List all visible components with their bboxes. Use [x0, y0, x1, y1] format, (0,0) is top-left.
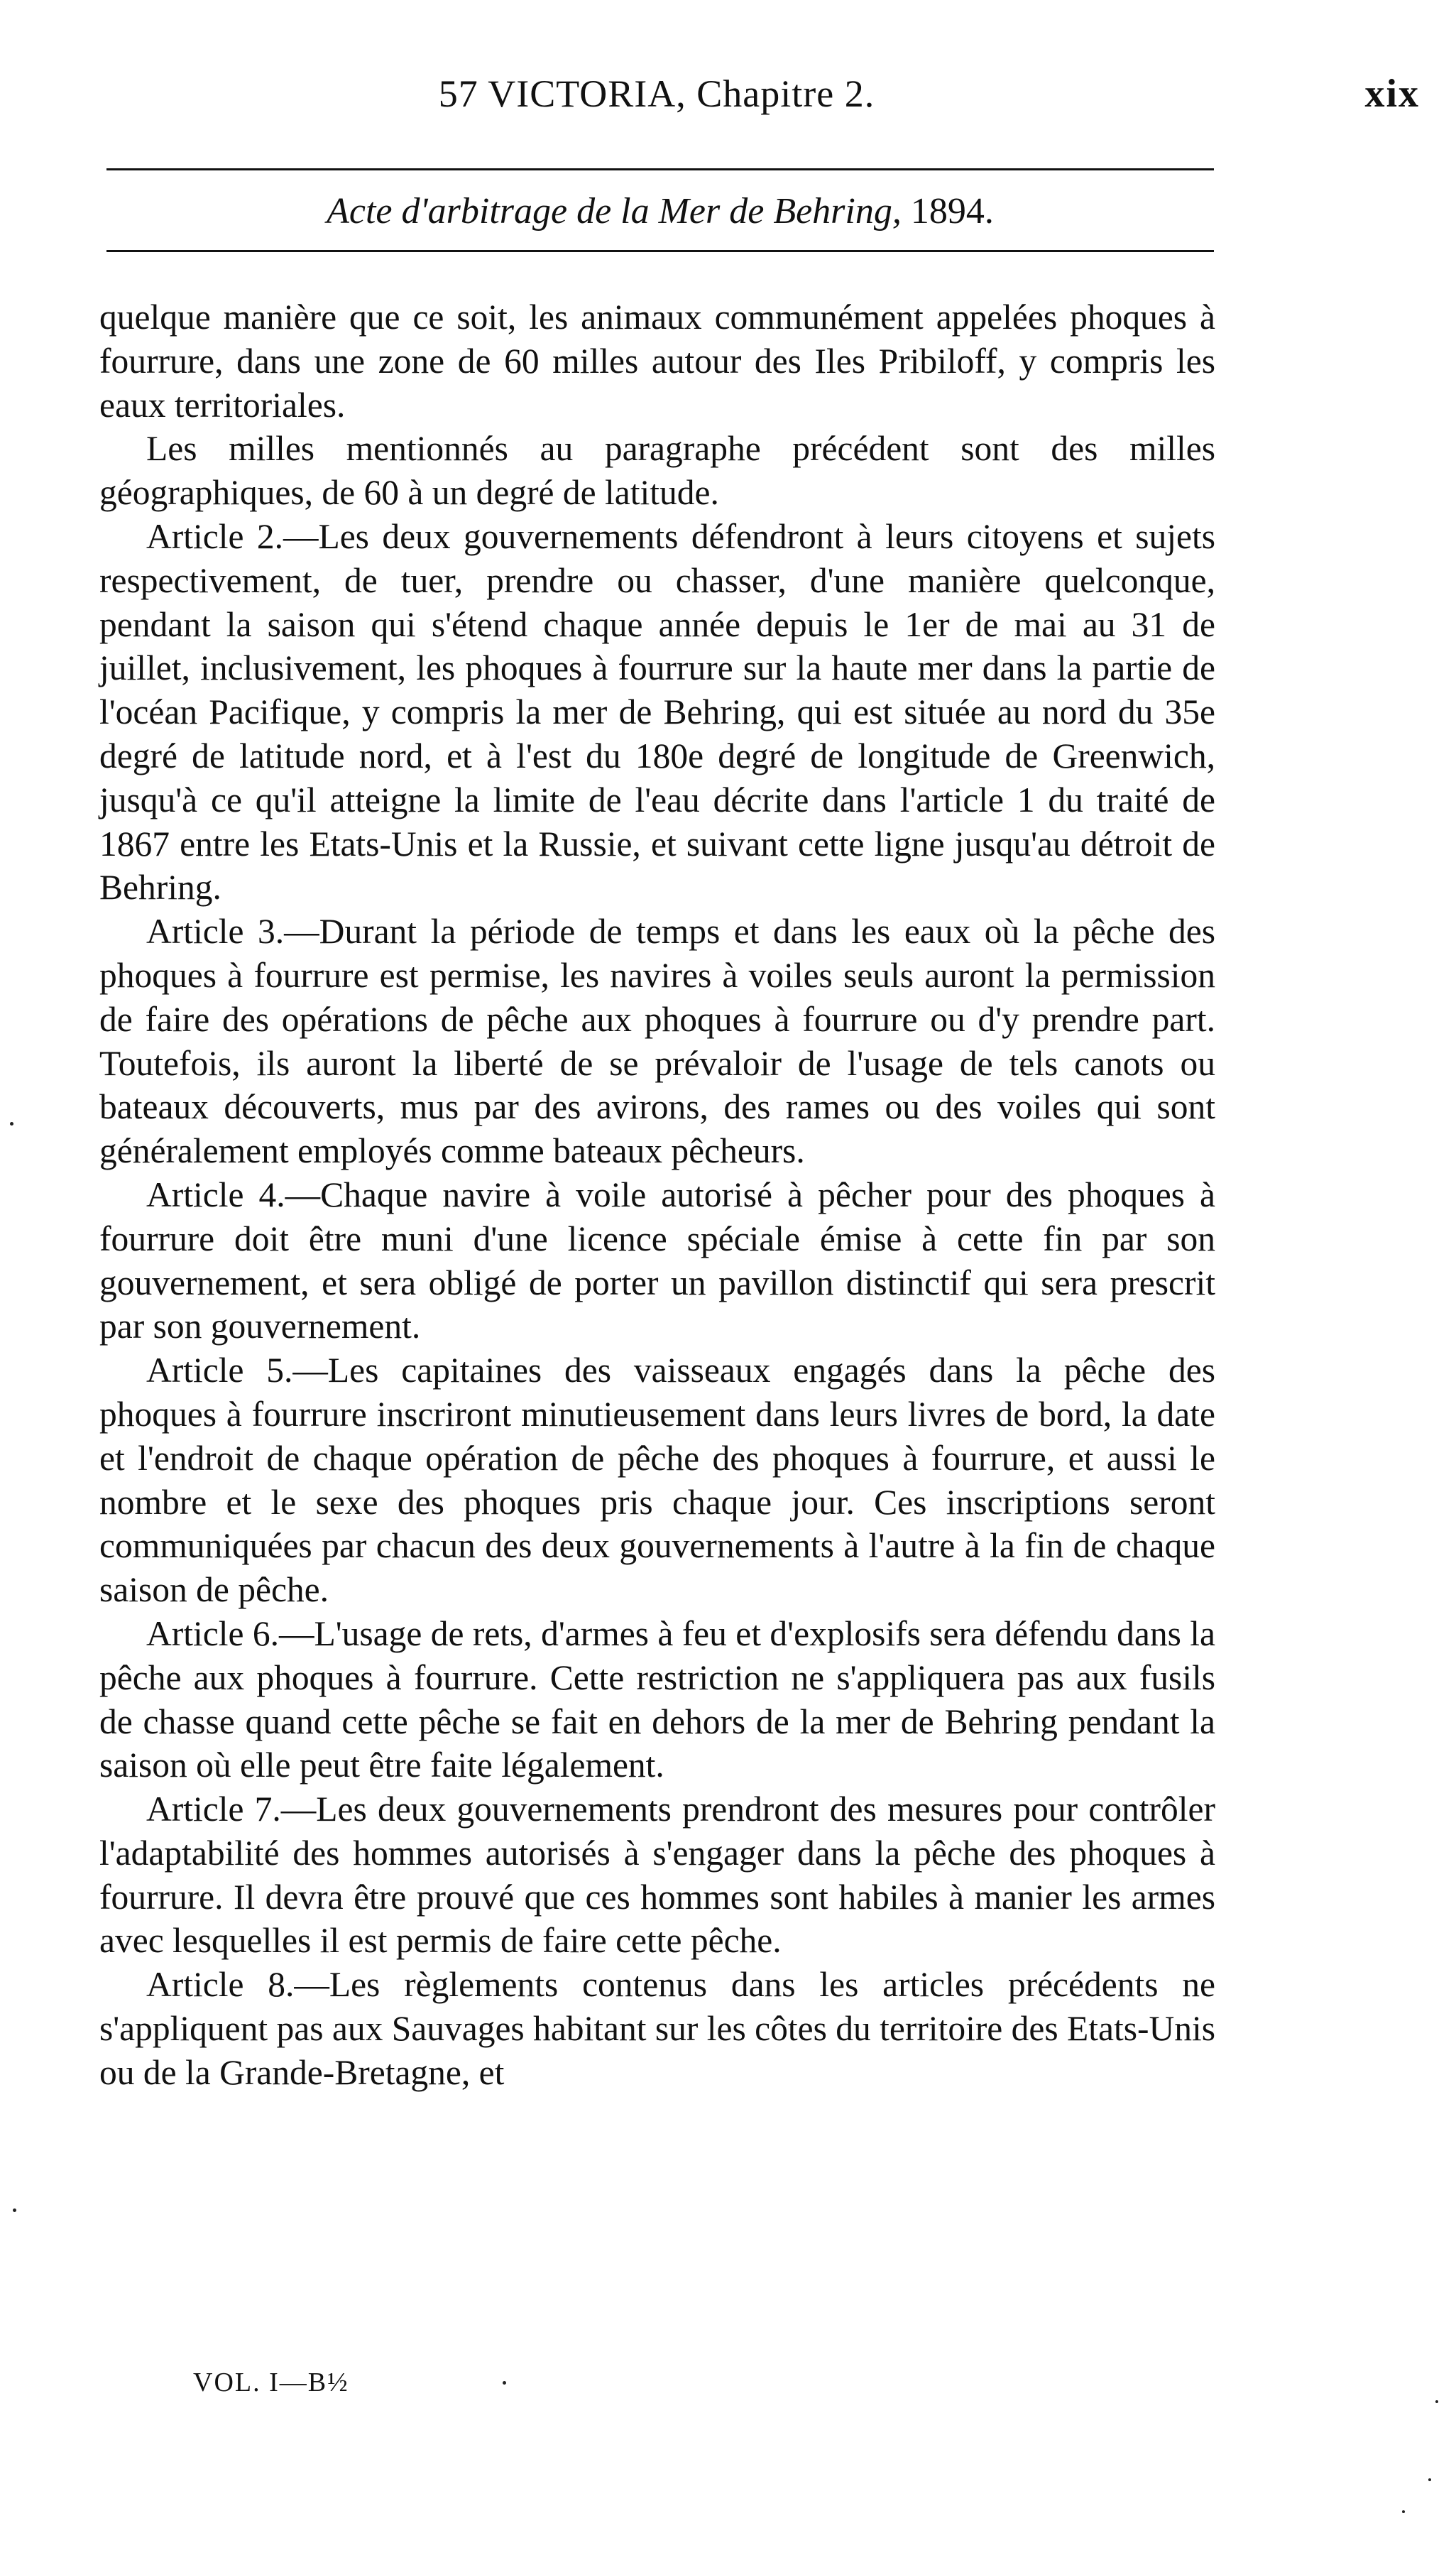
header-rule-bottom: [106, 250, 1214, 252]
scan-speck: [1402, 2510, 1405, 2513]
header-rule-top: [106, 168, 1214, 170]
paragraph-article-8: Article 8.—Les règlements contenus dans les articles précédents ne s'appliquent pas aux Sauvages habitant sur les côtes du territoire des Etats-Unis ou de la Grande-Bretagne, et: [99, 1965, 1215, 2092]
paragraph-continuation: quelque manière que ce soit, les animaux communément appelées phoques à fourrure, dans une zone de 60 milles autour des Iles Pribiloff, y compris les eaux territoriales.: [99, 298, 1215, 425]
printer-signature-mark: VOL. I—B½: [193, 2368, 349, 2397]
paragraph-article-2: Article 2.—Les deux gouvernements défendront à leurs citoyens et sujets respectivement, de tuer, prendre ou chasser, d'une manière quelconque, pendant la saison qui s'étend chaque année depuis le 1er de mai au 31 de juillet, inclusivement, les phoques à fourrure sur la haute mer dans la partie de l'océan Pacifique, y compris la mer de Behring, qui est située au nord du 35e degré de latitude nord, et à l'est du 180e degré de longitude de Greenwich, jusqu'à ce qu'il atteigne la limite de l'eau décrite dans l'article 1 du traité de 1867 entre les Etats-Unis et la Russie, et suivant cette ligne jusqu'au détroit de Behring.: [99, 516, 1215, 908]
running-title: 57 VICTORIA, Chapitre 2.: [438, 72, 875, 115]
scan-speck: [1435, 2400, 1438, 2403]
scan-speck: [13, 2208, 16, 2212]
paragraph-article-3: Article 3.—Durant la période de temps et dans les eaux où la pêche des phoques à fourrure est permise, les navires à voiles seuls auront la permission de faire des opérations de pêche aux phoques à fourrure ou d'y prendre part. Toutefois, ils auront la liberté de se prévaloir de l'usage de tels canots ou bateaux découverts, mus par des avirons, des rames ou des voiles qui sont généralement employés comme bateaux pêcheurs.: [99, 912, 1215, 1171]
act-title-line: [106, 186, 1214, 237]
scan-speck: [1428, 2478, 1431, 2481]
paragraph-article-4: Article 4.—Chaque navire à voile autorisé à pêcher pour des phoques à fourrure doit être muni d'une licence spéciale émise à cette fin par son gouvernement, et sera obligé de porter un pavillon distinctif qui sera prescrit par son gouvernement.: [99, 1175, 1215, 1346]
paragraph-article-7: Article 7.—Les deux gouvernements prendront des mesures pour contrôler l'adaptabilité des hommes autorisés à s'engager dans la pêche des phoques à fourrure. Il devra être prouvé que ces hommes sont habiles à manier les armes avec lesquelles il est permis de faire cette pêche.: [99, 1790, 1215, 1961]
body-text: [99, 295, 1215, 2095]
running-head: [99, 65, 1420, 122]
act-title: Acte d'arbitrage de la Mer de Behring,: [327, 191, 902, 232]
paragraph-milles: Les milles mentionnés au paragraphe précédent sont des milles géographiques, de 60 à un degré de latitude.: [99, 429, 1215, 513]
act-year: 1894.: [910, 191, 994, 232]
page-number: xix: [1364, 72, 1420, 116]
scan-speck: [503, 2381, 506, 2385]
paragraph-article-5: Article 5.—Les capitaines des vaisseaux engagés dans la pêche des phoques à fourrure inscriront minutieusement dans leurs livres de bord, la date et l'endroit de chaque opération de pêche des phoques à fourrure, et aussi le nombre et le sexe des phoques pris chaque jour. Ces inscriptions seront communiquées par chacun des deux gouvernements à l'autre à la fin de chaque saison de pêche.: [99, 1351, 1215, 1610]
paragraph-article-6: Article 6.—L'usage de rets, d'armes à feu et d'explosifs sera défendu dans la pêche aux phoques à fourrure. Cette restriction ne s'appliquera pas aux fusils de chasse quand cette pêche se fait en dehors de la mer de Behring pendant la saison où elle peut être faite légalement.: [99, 1613, 1215, 1785]
scan-speck: [10, 1122, 13, 1126]
